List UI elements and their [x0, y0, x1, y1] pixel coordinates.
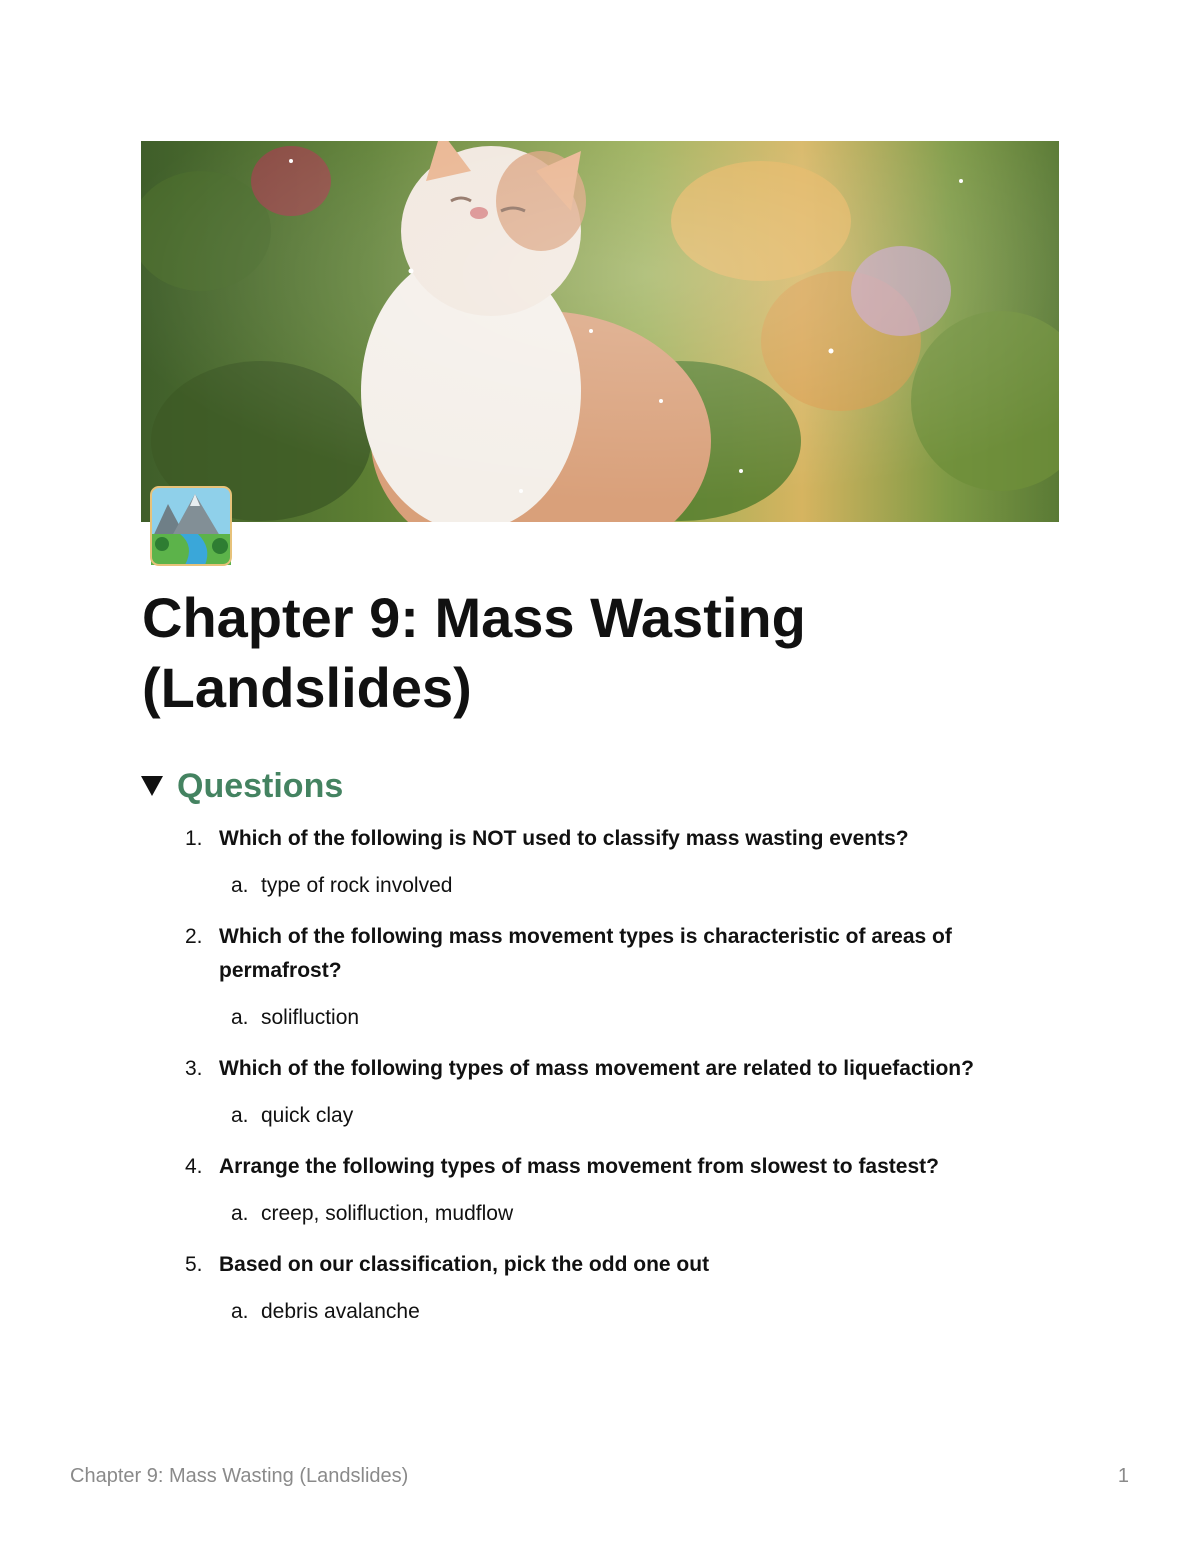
question	[185, 1150, 1065, 1184]
cat-in-garden-photo	[141, 141, 1059, 522]
page-number: 1	[1117, 1465, 1129, 1487]
questions-toggle[interactable]	[141, 764, 343, 808]
question-text: Arrange the following types of mass movement from slowest to fastest?	[219, 1155, 939, 1178]
answer-text: creep, solifluction, mudflow	[261, 1202, 514, 1225]
question-number: 2.	[185, 925, 203, 948]
question-text: Which of the following mass movement types is characteristic of areas of permafrost?	[219, 925, 952, 982]
question	[185, 822, 1065, 856]
list-item	[185, 920, 1065, 1033]
question-number: 3.	[185, 1057, 203, 1080]
footer-title: Chapter 9: Mass Wasting (Landslides)	[70, 1465, 409, 1487]
answer	[185, 1101, 1065, 1131]
answer-letter: a.	[231, 874, 249, 897]
cover-image	[141, 141, 1059, 522]
page-icon	[150, 486, 232, 566]
question-number: 4.	[185, 1155, 203, 1178]
toggle-label: Questions	[177, 766, 344, 805]
list-item	[185, 1052, 1065, 1131]
question-text: Based on our classification, pick the odd one out	[219, 1253, 710, 1276]
answer-letter: a.	[231, 1104, 249, 1127]
question-text: Which of the following is NOT used to classify mass wasting events?	[219, 827, 909, 850]
answer	[185, 871, 1065, 901]
page-title: Chapter 9: Mass Wasting (Landslides)	[142, 586, 806, 719]
answer-text: quick clay	[261, 1104, 354, 1127]
question-number: 1.	[185, 827, 203, 850]
list-item	[185, 1150, 1065, 1229]
national-park-emoji-icon	[150, 486, 232, 566]
answer-text: solifluction	[261, 1006, 360, 1029]
list-item	[185, 1248, 1065, 1327]
answer-letter: a.	[231, 1202, 249, 1225]
answer	[185, 1199, 1065, 1229]
list-item	[185, 822, 1065, 901]
answer	[185, 1297, 1065, 1327]
questions-list	[185, 822, 1065, 1346]
answer	[185, 1003, 1065, 1033]
question-number: 5.	[185, 1253, 203, 1276]
question	[185, 1052, 1065, 1086]
answer-text: type of rock involved	[261, 874, 453, 897]
question-text: Which of the following types of mass movement are related to liquefaction?	[219, 1057, 974, 1080]
answer-letter: a.	[231, 1006, 249, 1029]
answer-letter: a.	[231, 1300, 249, 1323]
triangle-down-icon[interactable]	[141, 776, 163, 796]
question	[185, 1248, 1065, 1282]
question	[185, 920, 1065, 988]
answer-text: debris avalanche	[261, 1300, 420, 1323]
